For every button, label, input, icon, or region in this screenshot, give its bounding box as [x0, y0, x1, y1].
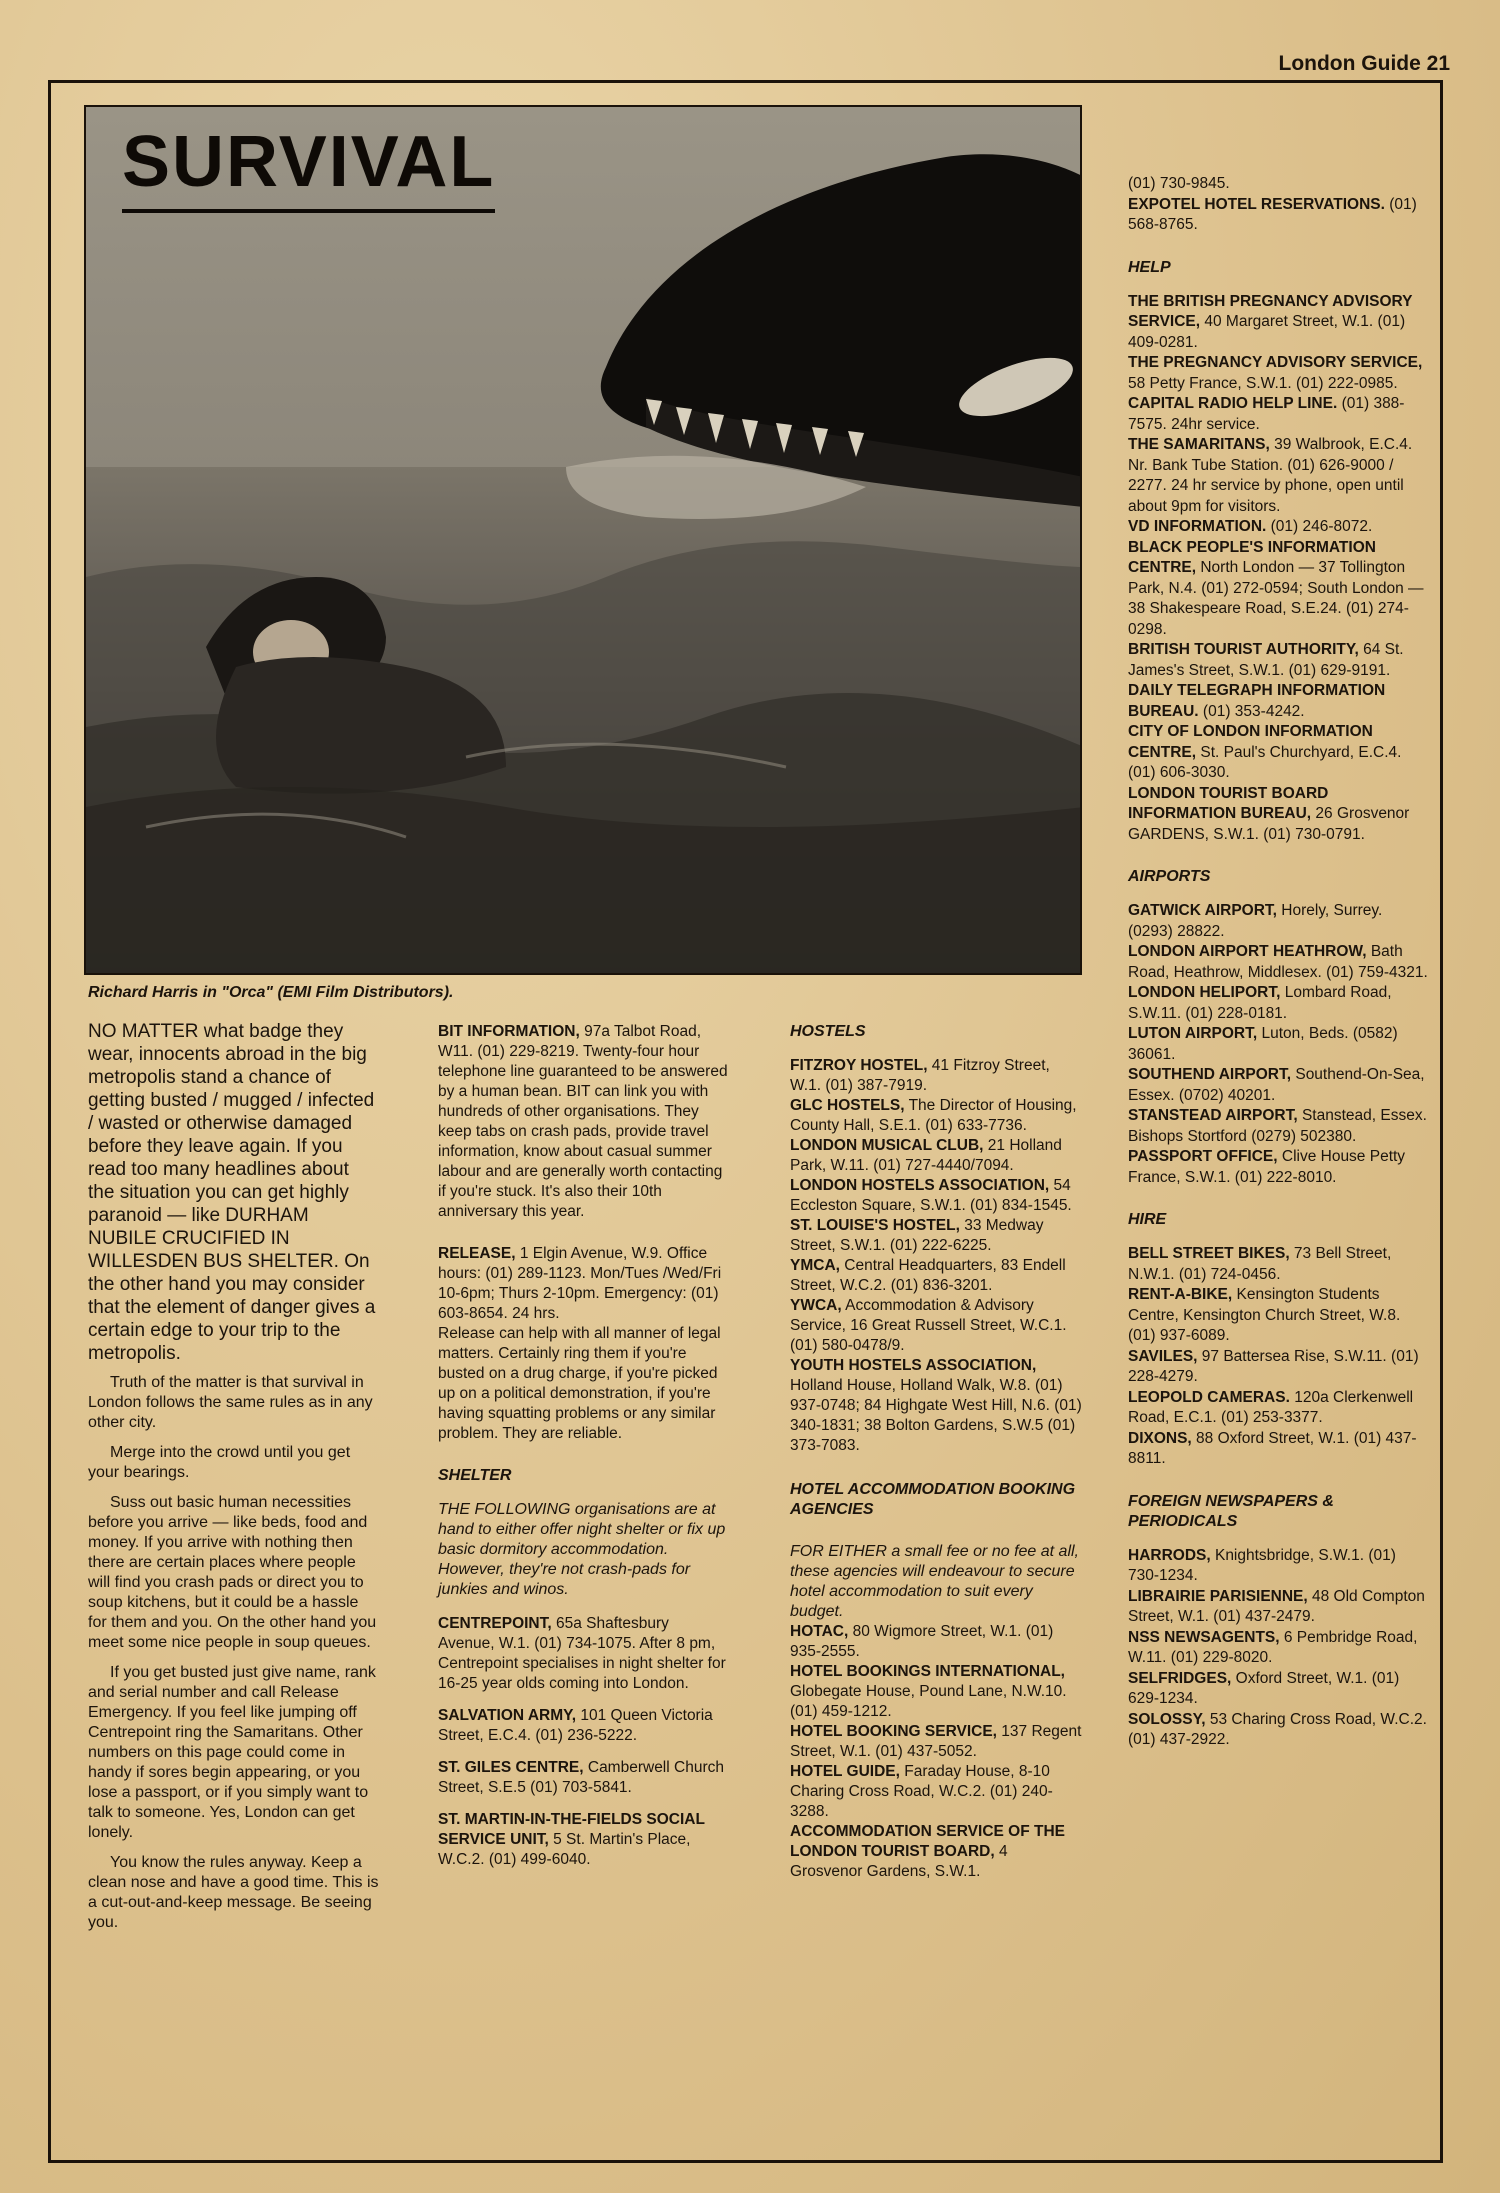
listing-continuation: (01) 730-9845.: [1128, 175, 1230, 192]
listing-detail: Holland House, Holland Walk, W.8. (01) 937-0748; 84 Highgate West Hill, N.6. (01) 340-1831; 38 Bolton Gardens, S.W.5 (01) 373-7083.: [790, 1377, 1082, 1454]
directory-column: [1128, 174, 1430, 1751]
listing-detail: 97a Talbot Road, W11. (01) 229-8219. Twenty-four hour telephone line guaranteed to be answered by a human bean. BIT can link you with hundreds of other organisations. They keep tabs on crash pads, provide travel information, know about casual summer labour and are generally worth contacting if you're stuck. It's also their 10th anniversary this year.: [438, 1023, 728, 1220]
listing-detail: 4 Grosvenor Gardens, S.W.1.: [790, 1843, 1008, 1880]
listing-name: LEOPOLD CAMERAS.: [1128, 1388, 1290, 1406]
listing-entry: [790, 1056, 1082, 1096]
listing-detail: 64 St. James's Street, S.W.1. (01) 629-9191.: [1128, 641, 1404, 679]
body-paragraph: Merge into the crowd until you get your bearings.: [88, 1444, 351, 1481]
listing-entry: [438, 1022, 728, 1222]
listing-detail: 1 Elgin Avenue, W.9. Office hours: (01) 289-1123. Mon/Tues /Wed/Fri 10-6pm; Thurs 2-10pm. Emergency: (01) 603-8654. 24 hrs.: [438, 1245, 722, 1322]
section-intro: FOR EITHER a small fee or no fee at all, these agencies will endeavour to secure hotel accommodation to suit every budget.: [790, 1543, 1079, 1620]
listing-entry: [1128, 1710, 1430, 1751]
listing-detail: Kensington Students Centre, Kensington Church Street, W.8. (01) 937-6089.: [1128, 1286, 1401, 1344]
listing-detail: 39 Walbrook, E.C.4. Nr. Bank Tube Station. (01) 626-9000 / 2277. 24 hr service by phone, open until about 9pm for visitors.: [1128, 436, 1413, 515]
page-header: London Guide 21: [1278, 52, 1450, 75]
listing-detail: Accommodation & Advisory Service, 16 Great Russell Street, W.C.1. (01) 580-0478/9.: [790, 1297, 1067, 1354]
listing-name: THE PREGNANCY ADVISORY SERVICE,: [1128, 354, 1423, 371]
listing-name: BELL STREET BIKES,: [1128, 1245, 1290, 1262]
listing-entry: [1128, 1285, 1430, 1347]
listing-entry: [1128, 901, 1430, 942]
listing-entry: [1128, 722, 1430, 784]
listing-entry: [1128, 1388, 1430, 1429]
listing-entry: [1128, 195, 1430, 236]
listing-detail: Horely, Surrey. (0293) 28822.: [1128, 902, 1383, 940]
body-paragraph: Suss out basic human necessities before you arrive — like beds, food and money. If you arrive with nothing then there are certain places where people will find you crash pads or direct you to soup kitchens, but it could be a hassle for them and you. On the other hand you meet some nice people in soup queues.: [88, 1494, 377, 1651]
photo-caption: Richard Harris in "Orca" (EMI Film Distributors).: [88, 984, 454, 1001]
listing-entry: [790, 1762, 1082, 1822]
listing-name: GLC HOSTELS,: [790, 1097, 905, 1114]
listing-entry: [790, 1216, 1082, 1256]
listing-entry: [1128, 1429, 1430, 1470]
listing-name: LONDON TOURIST BOARD INFORMATION BUREAU,: [1128, 784, 1329, 822]
listing-name: FITZROY HOSTEL,: [790, 1057, 928, 1074]
listing-name: SELFRIDGES,: [1128, 1669, 1232, 1687]
listing-entry: [790, 1822, 1082, 1882]
listing-name: LONDON HELIPORT,: [1128, 984, 1281, 1001]
listing-name: BIT INFORMATION,: [438, 1023, 580, 1040]
listing-detail: 88 Oxford Street, W.1. (01) 437-8811.: [1128, 1429, 1417, 1467]
listing-name: CAPITAL RADIO HELP LINE.: [1128, 395, 1338, 412]
listing-name: THE BRITISH PREGNANCY ADVISORY SERVICE,: [1128, 292, 1413, 330]
intro-paragraph: NO MATTER what badge they wear, innocents abroad in the big metropolis stand a chance of getting busted / mugged / infected / wasted or otherwise damaged before they leave again. If you read too many headlines about the situation you can get highly paranoid — like DURHAM NUBILE CRUCIFIED IN WILLESDEN BUS SHELTER. On the other hand you may consider that the element of danger gives a certain edge to your trip to the metropolis.: [88, 1021, 376, 1364]
listing-detail: 6 Pembridge Road, W.11. (01) 229-8020.: [1128, 1628, 1418, 1666]
listing-detail: (01) 353-4242.: [1198, 702, 1305, 720]
listing-detail: Faraday House, 8-10 Charing Cross Road, W.C.2. (01) 240-3288.: [790, 1763, 1053, 1820]
listing-entry: [1128, 640, 1430, 681]
listing-name: LUTON AIRPORT,: [1128, 1025, 1258, 1042]
listing-entry: [1128, 1024, 1430, 1065]
listing-entry: [1128, 1244, 1430, 1285]
hostels-column: [790, 1022, 1082, 1882]
listing-name: NSS NEWSAGENTS,: [1128, 1628, 1280, 1646]
listing-entry: [1128, 517, 1430, 538]
listing-entry: [790, 1356, 1082, 1456]
section-heading-hire: HIRE: [1128, 1211, 1167, 1228]
listing-detail: The Director of Housing, County Hall, S.E.1. (01) 633-7736.: [790, 1097, 1077, 1134]
listing-name: HARRODS,: [1128, 1546, 1211, 1564]
listing-detail: (01) 246-8072.: [1266, 518, 1373, 535]
listing-detail: (01) 388-7575. 24hr service.: [1128, 395, 1405, 433]
listing-name: GATWICK AIRPORT,: [1128, 902, 1277, 919]
listing-name: PASSPORT OFFICE,: [1128, 1148, 1278, 1165]
listing-detail: Bath Road, Heathrow, Middlesex. (01) 759-4321.: [1128, 943, 1428, 981]
listing-entry: [1128, 1628, 1430, 1669]
listing-entry: [1128, 681, 1430, 722]
listing-detail: 40 Margaret Street, W.1. (01) 409-0281.: [1128, 313, 1406, 351]
listing-entry: [790, 1176, 1082, 1216]
listing-detail: 41 Fitzroy Street, W.1. (01) 387-7919.: [790, 1057, 1050, 1094]
listing-name: LIBRAIRIE PARISIENNE,: [1128, 1587, 1308, 1605]
listing-entry: [1128, 942, 1430, 983]
listing-name: BLACK PEOPLE'S INFORMATION CENTRE,: [1128, 538, 1376, 576]
body-paragraph: Truth of the matter is that survival in London follows the same rules as in any other city.: [88, 1374, 373, 1431]
listing-name: CENTREPOINT,: [438, 1615, 552, 1632]
article-title: SURVIVAL: [122, 121, 495, 213]
listing-name: ST. LOUISE'S HOSTEL,: [790, 1217, 960, 1234]
listing-detail: Lombard Road, S.W.11. (01) 228-0181.: [1128, 984, 1392, 1022]
listing-name: LONDON MUSICAL CLUB,: [790, 1137, 984, 1154]
listing-entry: [790, 1296, 1082, 1356]
listing-entry: [790, 1622, 1082, 1662]
listing-name: ST. MARTIN-IN-THE-FIELDS SOCIAL SERVICE UNIT,: [438, 1811, 705, 1848]
listing-detail: 21 Holland Park, W.11. (01) 727-4440/7094.: [790, 1137, 1062, 1174]
body-paragraph: If you get busted just give name, rank and serial number and call Release Emergency. If you feel like jumping off Centrepoint ring the Samaritans. Other numbers on this page could come in handy if sores begin appearing, or you lose a passport, or if you simply want to talk to someone. Yes, London can get lonely.: [88, 1664, 376, 1841]
listing-entry: [1128, 1669, 1430, 1710]
listing-name: HOTEL BOOKING SERVICE,: [790, 1723, 997, 1740]
listing-name: HOTAC,: [790, 1623, 849, 1640]
listing-detail: 58 Petty France, S.W.1. (01) 222-0985.: [1128, 374, 1398, 392]
section-heading-shelter: SHELTER: [438, 1467, 512, 1484]
listing-entry: [1128, 784, 1430, 846]
listing-detail: Central Headquarters, 83 Endell Street, W.C.2. (01) 836-3201.: [790, 1257, 1066, 1294]
listing-name: RENT-A-BIKE,: [1128, 1286, 1233, 1303]
orca-photo-illustration: [86, 107, 1082, 975]
listing-entry: [1128, 983, 1430, 1024]
listing-detail: Clive House Petty France, S.W.1. (01) 222-8010.: [1128, 1148, 1406, 1186]
listing-name: ACCOMMODATION SERVICE OF THE LONDON TOURIST BOARD,: [790, 1823, 1065, 1860]
listing-entry: [438, 1810, 728, 1870]
listing-name: THE SAMARITANS,: [1128, 436, 1270, 453]
listing-detail: 120a Clerkenwell Road, E.C.1. (01) 253-3377.: [1128, 1388, 1414, 1426]
listing-name: ST. GILES CENTRE,: [438, 1759, 584, 1776]
section-heading-hotel: HOTEL ACCOMMODATION BOOKING AGENCIES: [790, 1481, 1076, 1518]
listing-detail: 54 Eccleston Square, S.W.1. (01) 834-1545.: [790, 1177, 1072, 1214]
listing-entry: [790, 1096, 1082, 1136]
listing-name: SOUTHEND AIRPORT,: [1128, 1066, 1292, 1083]
listing-detail: Globegate House, Pound Lane, N.W.10. (01) 459-1212.: [790, 1683, 1067, 1720]
listing-entry: [790, 1722, 1082, 1762]
shelter-column: [438, 1022, 728, 1882]
listing-detail: Knightsbridge, S.W.1. (01) 730-1234.: [1128, 1546, 1396, 1584]
listing-entry: [1128, 1106, 1430, 1147]
section-intro: THE FOLLOWING organisations are at hand to either offer night shelter or fix up basic dormitory accommodation. However, they're not crash-pads for junkies and winos.: [438, 1501, 726, 1598]
listing-entry: [1128, 1546, 1430, 1587]
listing-name: EXPOTEL HOTEL RESERVATIONS.: [1128, 195, 1385, 213]
listing-name: STANSTEAD AIRPORT,: [1128, 1107, 1298, 1124]
listing-detail: 137 Regent Street, W.1. (01) 437-5052.: [790, 1723, 1082, 1760]
listing-detail: 65a Shaftesbury Avenue, W.1. (01) 734-1075. After 8 pm, Centrepoint specialises in night shelter for 16-25 year olds coming into London.: [438, 1615, 726, 1692]
listing-name: SALVATION ARMY,: [438, 1707, 577, 1724]
listing-name: YOUTH HOSTELS ASSOCIATION,: [790, 1357, 1037, 1374]
listing-detail: Southend-On-Sea, Essex. (0702) 40201.: [1128, 1066, 1425, 1104]
listing-name: CITY OF LONDON INFORMATION CENTRE,: [1128, 723, 1373, 761]
listing-name: SOLOSSY,: [1128, 1710, 1206, 1728]
section-heading-airports: AIRPORTS: [1128, 868, 1211, 885]
listing-entry: [790, 1136, 1082, 1176]
listing-detail: 97 Battersea Rise, S.W.11. (01) 228-4279.: [1128, 1347, 1419, 1385]
listing-entry: [1128, 394, 1430, 435]
listing-detail: Camberwell Church Street, S.E.5 (01) 703-5841.: [438, 1759, 724, 1796]
intro-column: [88, 1020, 380, 1943]
listing-detail: 26 Grosvenor GARDENS, S.W.1. (01) 730-0791.: [1128, 805, 1410, 843]
listing-entry: [1128, 1587, 1430, 1628]
listing-detail: North London — 37 Tollington Park, N.4. (01) 272-0594; South London — 38 Shakespeare Road, S.E.24. (01) 274-0298.: [1128, 559, 1424, 638]
listing-detail: 48 Old Compton Street, W.1. (01) 437-2479.: [1128, 1587, 1425, 1625]
listing-detail: Oxford Street, W.1. (01) 629-1234.: [1128, 1669, 1400, 1707]
listing-name: YMCA,: [790, 1257, 840, 1274]
listing-name: DAILY TELEGRAPH INFORMATION BUREAU.: [1128, 682, 1386, 720]
listing-name: SAVILES,: [1128, 1347, 1198, 1365]
listing-detail: Luton, Beds. (0582) 36061.: [1128, 1025, 1398, 1063]
listing-detail: 80 Wigmore Street, W.1. (01) 935-2555.: [790, 1623, 1054, 1660]
listing-entry: [1128, 1065, 1430, 1106]
listing-entry: [1128, 1147, 1430, 1188]
listing-entry: [1128, 353, 1430, 394]
section-heading-hostels: HOSTELS: [790, 1023, 866, 1040]
listing-entry: [438, 1706, 728, 1746]
listing-entry: [1128, 292, 1430, 354]
listing-detail: (01) 568-8765.: [1128, 195, 1417, 233]
section-heading-help: HELP: [1128, 258, 1171, 276]
listing-name: YWCA,: [790, 1297, 842, 1314]
listing-detail: 73 Bell Street, N.W.1. (01) 724-0456.: [1128, 1245, 1392, 1283]
listing-entry: [1128, 435, 1430, 517]
listing-name: RELEASE,: [438, 1245, 516, 1262]
listing-detail: St. Paul's Churchyard, E.C.4. (01) 606-3030.: [1128, 743, 1402, 781]
listing-detail: 101 Queen Victoria Street, E.C.4. (01) 236-5222.: [438, 1707, 713, 1744]
body-paragraph: You know the rules anyway. Keep a clean nose and have a good time. This is a cut-out-and-keep message. Be seeing you.: [88, 1854, 379, 1931]
listing-entry: [1128, 538, 1430, 641]
listing-detail: 5 St. Martin's Place, W.C.2. (01) 499-6040.: [438, 1831, 691, 1868]
listing-name: BRITISH TOURIST AUTHORITY,: [1128, 641, 1359, 658]
listing-name: HOTEL GUIDE,: [790, 1763, 900, 1780]
listing-entry: [438, 1758, 728, 1798]
listing-entry: [438, 1614, 728, 1694]
listing-entry: [438, 1244, 728, 1324]
listing-detail-paragraph: Release can help with all manner of legal matters. Certainly ring them if you're busted on a drug charge, if you're picked up on a political demonstration, if you're having squatting problems or any similar problem. They are reliable.: [438, 1325, 721, 1442]
listing-detail: Stanstead, Essex. Bishops Stortford (0279) 502380.: [1128, 1107, 1427, 1145]
listing-name: HOTEL BOOKINGS INTERNATIONAL,: [790, 1663, 1065, 1680]
listing-entry: [790, 1662, 1082, 1722]
orca-photo: [84, 105, 1082, 975]
listing-name: LONDON HOSTELS ASSOCIATION,: [790, 1177, 1050, 1194]
listing-name: LONDON AIRPORT HEATHROW,: [1128, 943, 1367, 960]
listing-name: VD INFORMATION.: [1128, 518, 1267, 535]
listing-detail: 53 Charing Cross Road, W.C.2. (01) 437-2922.: [1128, 1710, 1427, 1748]
listing-name: DIXONS,: [1128, 1429, 1192, 1447]
listing-entry: [1128, 1347, 1430, 1388]
listing-detail: 33 Medway Street, S.W.1. (01) 222-6225.: [790, 1217, 1044, 1254]
section-heading-foreign-newspapers: FOREIGN NEWSPAPERS & PERIODICALS: [1128, 1492, 1334, 1530]
listing-entry: [790, 1256, 1082, 1296]
